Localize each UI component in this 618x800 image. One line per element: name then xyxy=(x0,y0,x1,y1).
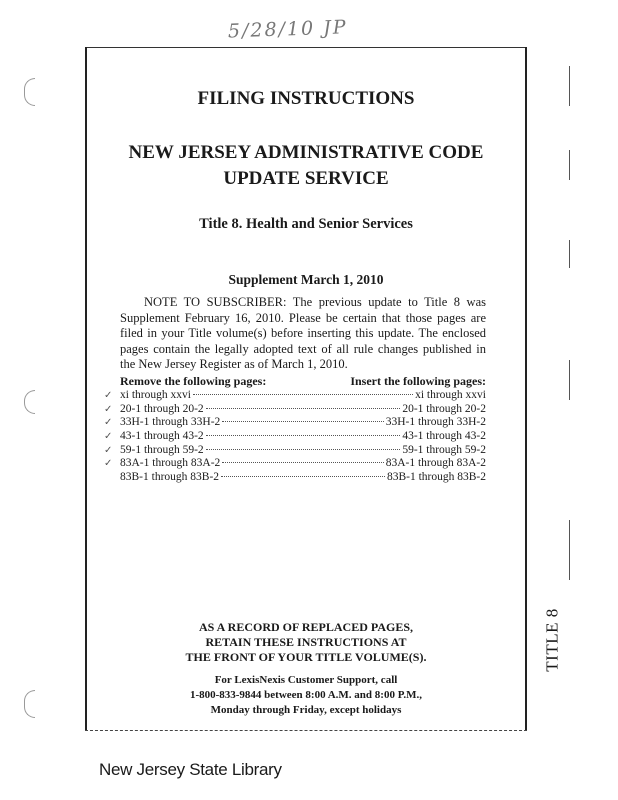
check-mark-icon: ✓ xyxy=(104,431,113,443)
insert-header: Insert the following pages: xyxy=(350,374,486,388)
edge-tick xyxy=(569,66,570,106)
insert-pages: 59-1 through 59-2 xyxy=(402,443,486,456)
remove-pages: 59-1 through 59-2 xyxy=(120,443,204,456)
insert-pages: 20-1 through 20-2 xyxy=(402,402,486,415)
check-mark-icon: ✓ xyxy=(104,444,113,456)
support-line: 1-800-833-9844 between 8:00 A.M. and 8:00 P.M., xyxy=(189,689,423,701)
leader-dots xyxy=(221,476,385,477)
remove-pages: 33H-1 through 33H-2 xyxy=(120,416,221,429)
customer-support xyxy=(88,673,524,718)
check-mark-icon: ✓ xyxy=(104,458,113,470)
check-mark-icon: ✓ xyxy=(104,417,113,429)
check-mark-icon: ✓ xyxy=(104,403,113,415)
edge-tick xyxy=(569,520,570,580)
pages-table xyxy=(104,374,486,485)
page-title: FILING INSTRUCTIONS xyxy=(197,88,415,109)
check-mark-icon: ✓ xyxy=(104,390,113,401)
remove-pages: xi through xxvi xyxy=(120,389,191,401)
table-row xyxy=(104,416,486,430)
table-row xyxy=(104,443,486,458)
record-line: AS A RECORD OF REPLACED PAGES, xyxy=(198,620,414,634)
binder-hole-mark xyxy=(24,78,35,106)
record-instructions xyxy=(88,620,524,665)
edge-tick xyxy=(569,150,570,180)
remove-pages: 83B-1 through 83B-2 xyxy=(120,471,220,484)
bottom-border xyxy=(85,730,527,731)
table-row xyxy=(104,389,486,403)
edge-tick xyxy=(569,240,570,268)
leader-dots xyxy=(206,435,401,436)
leader-dots xyxy=(193,394,413,395)
insert-pages: 83B-1 through 83B-2 xyxy=(386,471,486,484)
binder-hole-mark xyxy=(24,390,35,414)
leader-dots xyxy=(222,462,383,463)
supplement-date: Supplement March 1, 2010 xyxy=(228,272,384,287)
leader-dots xyxy=(222,421,383,422)
subscriber-note: NOTE TO SUBSCRIBER: The previous update to Title 8 was Supplement February 16, 2010. Please be certain that those pages are filed in your Title volume(s) before inserting this update. The enclosed pages contain the legally adopted text of all rule changes published in the New Jersey Register as of March 1, 2010. xyxy=(120,295,486,371)
remove-pages: 20-1 through 20-2 xyxy=(120,402,204,415)
insert-pages: 83A-1 through 83A-2 xyxy=(385,457,486,470)
insert-pages: xi through xxvi xyxy=(415,389,486,401)
right-border xyxy=(525,47,527,730)
support-line: For LexisNexis Customer Support, call xyxy=(214,674,398,686)
pages-table-header xyxy=(120,374,486,389)
table-row xyxy=(104,402,486,417)
insert-pages: 43-1 through 43-2 xyxy=(402,430,486,443)
remove-pages: 83A-1 through 83A-2 xyxy=(120,457,221,470)
support-line: Monday through Friday, except holidays xyxy=(210,704,402,716)
tab-label: TITLE 8 xyxy=(543,608,563,672)
title-name: Title 8. Health and Senior Services xyxy=(199,216,413,232)
code-title-line: UPDATE SERVICE xyxy=(223,168,389,189)
edge-tick xyxy=(569,360,570,400)
code-title xyxy=(88,140,524,192)
leader-dots xyxy=(206,449,401,450)
code-title-line: NEW JERSEY ADMINISTRATIVE CODE xyxy=(128,142,484,163)
binder-hole-mark xyxy=(24,690,35,718)
table-row xyxy=(120,471,486,485)
handwritten-date-note: 5/28/10 JP xyxy=(227,16,348,43)
insert-pages: 33H-1 through 33H-2 xyxy=(385,416,486,429)
record-line: RETAIN THESE INSTRUCTIONS AT xyxy=(205,635,407,649)
leader-dots xyxy=(206,408,401,409)
remove-pages: 43-1 through 43-2 xyxy=(120,430,204,443)
remove-header: Remove the following pages: xyxy=(120,374,267,388)
top-border xyxy=(85,47,527,48)
left-border xyxy=(85,47,87,730)
library-footer: New Jersey State Library xyxy=(99,760,282,779)
record-line: THE FRONT OF YOUR TITLE VOLUME(S). xyxy=(185,650,427,664)
table-row xyxy=(104,430,486,444)
title-tab xyxy=(538,600,568,680)
table-row xyxy=(104,457,486,471)
